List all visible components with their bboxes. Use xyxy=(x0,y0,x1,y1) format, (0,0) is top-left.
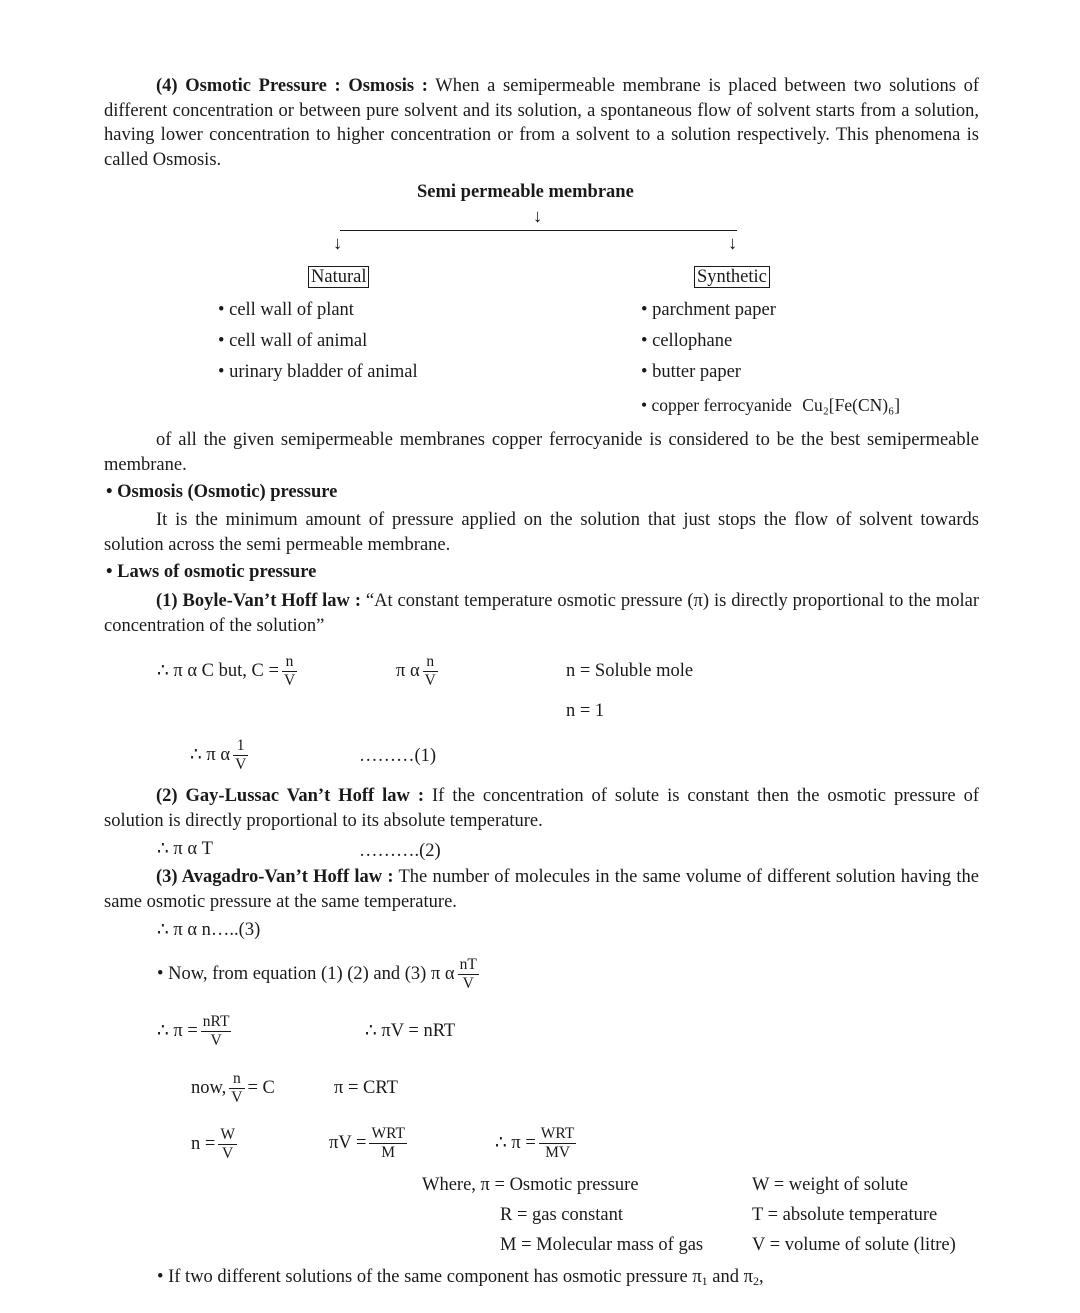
equation-text: ∴ π = xyxy=(157,1020,198,1041)
equation-pi-alpha-c xyxy=(157,654,300,688)
two-solutions-line xyxy=(157,1268,764,1287)
fraction-n-over-v xyxy=(282,654,297,688)
numerator: n xyxy=(282,654,297,672)
arrow-down-icon: ↓ xyxy=(333,234,343,254)
line-text: and π xyxy=(707,1267,753,1287)
osmotic-pressure-intro xyxy=(104,74,979,172)
denominator: V xyxy=(462,974,474,992)
denominator: V xyxy=(424,671,436,689)
equation-pi-crt: π = CRT xyxy=(334,1078,398,1098)
arrow-down-icon: ↓ xyxy=(533,207,543,227)
equation-pi-alpha-n-over-v xyxy=(396,654,441,688)
equation-text: n = xyxy=(191,1133,216,1154)
numerator: W xyxy=(220,1126,235,1143)
fraction-w-over-v xyxy=(218,1127,237,1161)
natural-item: • cell wall of plant xyxy=(218,300,354,320)
denominator: V xyxy=(222,1144,234,1162)
boyle-law-heading: (1) Boyle-Van’t Hoff law : xyxy=(156,591,361,611)
denominator: MV xyxy=(545,1143,571,1161)
equation-pi-nrt-over-v xyxy=(157,1014,234,1048)
avagadro-heading: (3) Avagadro-Van’t Hoff law : xyxy=(156,867,394,887)
denominator: M xyxy=(381,1143,396,1161)
equation-n-over-v-c xyxy=(191,1071,275,1105)
legend-temperature: T = absolute temperature xyxy=(752,1205,938,1225)
synthetic-item: • butter paper xyxy=(641,362,741,382)
fraction-wrt-over-m xyxy=(369,1126,407,1160)
denominator: V xyxy=(210,1031,222,1049)
combined-equation xyxy=(157,957,482,991)
equation-1-label: ………(1) xyxy=(359,746,437,766)
legend-osmotic-pressure: Where, π = Osmotic pressure xyxy=(422,1175,639,1195)
natural-item: • cell wall of animal xyxy=(218,331,368,351)
synthetic-item xyxy=(641,397,900,415)
numerator: n xyxy=(229,1071,244,1089)
equation-1 xyxy=(190,738,251,772)
fraction-nt-over-v xyxy=(458,957,479,991)
avagadro-law xyxy=(104,865,979,914)
numerator: n xyxy=(423,654,438,672)
branch-line xyxy=(340,230,737,231)
synthetic-label: Synthetic xyxy=(694,266,770,288)
numerator: nT xyxy=(459,956,477,973)
n-soluble-mole: n = Soluble mole xyxy=(566,661,694,681)
line-text: • If two different solutions of the same component has osmotic pressure π xyxy=(157,1267,702,1287)
equation-piv-nrt: ∴ πV = nRT xyxy=(365,1021,456,1041)
equation-2: ∴ π α T xyxy=(157,839,213,859)
gay-lussac-text: If the concentration of solute is constant then the osmotic pressure of solution is directly proportional to its absolute temperature. xyxy=(104,786,980,831)
equation-3: ∴ π α n…..(3) xyxy=(157,920,261,940)
natural-label: Natural xyxy=(308,266,369,288)
legend-molecular-mass: M = Molecular mass of gas xyxy=(500,1235,704,1255)
gay-lussac-law xyxy=(104,784,979,833)
fraction-n-over-v xyxy=(229,1071,244,1105)
line-text: , xyxy=(758,1267,764,1287)
equation-2-label: ……….(2) xyxy=(359,841,441,861)
arrow-down-icon: ↓ xyxy=(728,234,738,254)
legend-volume: V = volume of solute (litre) xyxy=(752,1235,956,1255)
subscript: 1 xyxy=(701,1274,708,1288)
fraction-n-over-v xyxy=(423,654,438,688)
denominator: V xyxy=(235,755,247,773)
osmotic-pressure-heading: • Osmosis (Osmotic) pressure xyxy=(106,482,338,502)
legend-weight: W = weight of solute xyxy=(752,1175,909,1195)
laws-heading: • Laws of osmotic pressure xyxy=(106,562,317,582)
fraction-1-over-v xyxy=(233,738,248,772)
fraction-nrt-over-v xyxy=(201,1014,232,1048)
osmosis-definition: When a semipermeable membrane is placed between two solutions of different concentration or between pure solvent and its solution, a spontaneous flow of solvent starts from a solution, having lower concentration to higher concentration or from a solvent to a solution respectively. This phenomena is called Osmosis. xyxy=(104,76,980,170)
numerator: WRT xyxy=(371,1125,405,1142)
numerator: 1 xyxy=(233,738,248,756)
boyle-law xyxy=(104,589,979,638)
numerator: WRT xyxy=(540,1125,575,1142)
equation-pi-wrt-over-mv xyxy=(495,1126,579,1160)
denominator: V xyxy=(283,671,296,689)
copper-ferrocyanide-formula: Cu₂[Fe(CN)₆] xyxy=(802,395,901,415)
numerator: nRT xyxy=(202,1013,230,1030)
best-membrane-note: of all the given semipermeable membranes copper ferrocyanide is considered to be the best semipermeable membrane. xyxy=(104,430,979,475)
natural-item: • urinary bladder of animal xyxy=(218,362,418,382)
equation-text: ∴ π = xyxy=(495,1132,536,1153)
osmotic-pressure-heading: (4) Osmotic Pressure : Osmosis : xyxy=(156,76,428,96)
osmotic-pressure-definition: It is the minimum amount of pressure applied on the solution that just stops the flow of solvent towards solution across the semi permeable membrane. xyxy=(104,510,979,555)
copper-ferrocyanide: • copper ferrocyanide xyxy=(641,395,792,415)
equation-text: = C xyxy=(247,1077,275,1098)
equation-text: πV = xyxy=(329,1132,367,1153)
equation-text: ∴ π α xyxy=(190,744,231,765)
denominator: V xyxy=(231,1088,243,1106)
equation-n-w-over-v xyxy=(191,1127,240,1161)
equation-text: now, xyxy=(191,1077,227,1098)
subscript: 2 xyxy=(752,1274,759,1288)
diagram-title: Semi permeable membrane xyxy=(417,182,634,202)
legend-gas-constant: R = gas constant xyxy=(500,1205,623,1225)
n-equals-one: n = 1 xyxy=(566,701,605,721)
avagadro-text: The number of molecules in the same volume of different solution having the same osmotic pressure at the same temperature. xyxy=(104,867,979,912)
equation-text: • Now, from equation (1) (2) and (3) π α xyxy=(157,963,455,984)
equation-text: ∴ π α C but, C = xyxy=(157,660,279,681)
equation-text: π α xyxy=(396,660,420,681)
fraction-wrt-over-mv xyxy=(539,1126,577,1160)
synthetic-item: • parchment paper xyxy=(641,300,776,320)
equation-piv-wrt-over-m xyxy=(329,1126,410,1160)
boyle-law-text: “At constant temperature osmotic pressure (π) is directly proportional to the molar concentration of the solution” xyxy=(104,591,979,636)
synthetic-item: • cellophane xyxy=(641,331,733,351)
gay-lussac-heading: (2) Gay-Lussac Van’t Hoff law : xyxy=(156,786,425,806)
